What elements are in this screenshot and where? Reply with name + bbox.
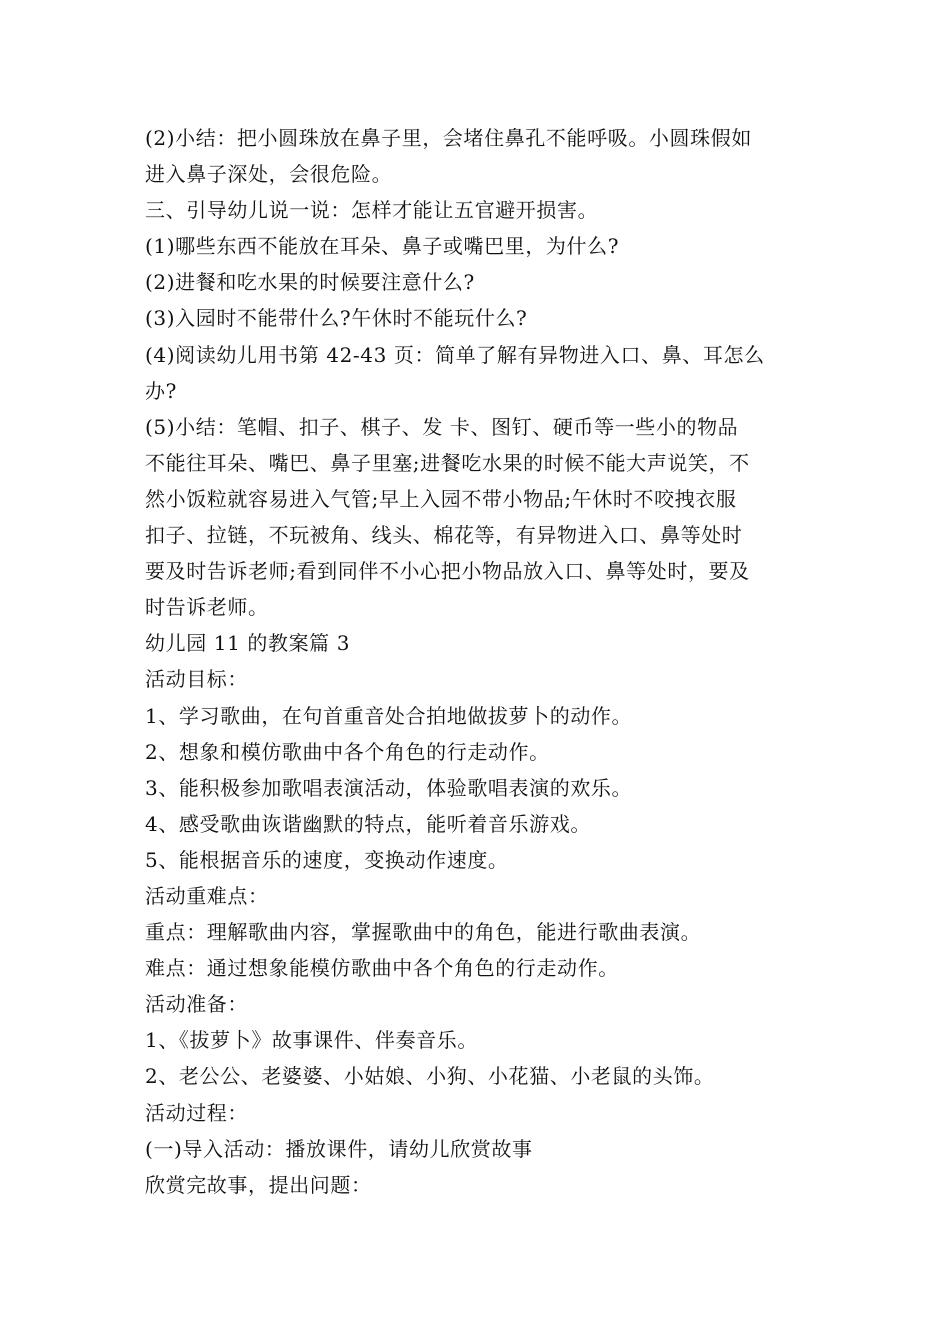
list-item: 1、学习歌曲，在句首重音处合拍地做拔萝卜的动作。 — [145, 703, 633, 728]
text-line: (3)入园时不能带什么?午休时不能玩什么? — [145, 306, 528, 331]
list-item: 5、能根据音乐的速度，变换动作速度。 — [145, 847, 509, 872]
section-heading: 三、引导幼儿说一说：怎样才能让五官避开损害。 — [145, 198, 599, 223]
text-line: (1)哪些东西不能放在耳朵、鼻子或嘴巴里，为什么? — [145, 234, 620, 259]
list-item: 2、想象和模仿歌曲中各个角色的行走动作。 — [145, 739, 550, 764]
subsection-heading: 活动重难点： — [145, 883, 269, 908]
text-line: 然小饭粒就容易进入气管;早上入园不带小物品;午休时不咬拽衣服 — [145, 486, 737, 511]
text-line: (5)小结：笔帽、扣子、棋子、发 卡、图钉、硬币等一些小的物品 — [145, 414, 739, 439]
text-line: 办? — [145, 378, 177, 403]
list-item: 2、老公公、老婆婆、小姑娘、小狗、小花猫、小老鼠的头饰。 — [145, 1064, 715, 1089]
text-line: 时告诉老师。 — [145, 595, 269, 620]
text-line: 欣赏完故事，提出问题： — [145, 1172, 372, 1197]
text-line: 难点：通过想象能模仿歌曲中各个角色的行走动作。 — [145, 956, 619, 981]
subsection-heading: 活动准备： — [145, 992, 248, 1017]
text-line: (4)阅读幼儿用书第 42-43 页：简单了解有异物进入口、鼻、耳怎么 — [145, 342, 765, 367]
text-line: 不能往耳朵、嘴巴、鼻子里塞;进餐吃水果的时候不能大声说笑，不 — [145, 450, 750, 475]
list-item: 3、能积极参加歌唱表演活动，体验歌唱表演的欢乐。 — [145, 775, 633, 800]
list-item: 4、感受歌曲诙谐幽默的特点，能听着音乐游戏。 — [145, 811, 591, 836]
subsection-heading: 活动过程： — [145, 1100, 248, 1125]
text-line: 扣子、拉链，不玩被角、线头、棉花等，有异物进入口、鼻等处时 — [145, 523, 743, 548]
text-line: (2)小结：把小圆珠放在鼻子里，会堵住鼻孔不能呼吸。小圆珠假如 — [145, 126, 752, 150]
text-line: (2)进餐和吃水果的时候要注意什么? — [145, 270, 475, 295]
document-body — [145, 120, 810, 1203]
section-heading: 幼儿园 11 的教案篇 3 — [145, 631, 351, 656]
text-line: 要及时告诉老师;看到同伴不小心把小物品放入口、鼻等处时，要及 — [145, 559, 750, 584]
text-line: 进入鼻子深处，会很危险。 — [145, 162, 393, 187]
subsection-heading: 活动目标： — [145, 667, 248, 692]
text-line: (一)导入活动：播放课件，请幼儿欣赏故事 — [145, 1136, 533, 1161]
list-item: 1、《拔萝卜》故事课件、伴奏音乐。 — [145, 1028, 478, 1053]
text-line: 重点：理解歌曲内容，掌握歌曲中的角色，能进行歌曲表演。 — [145, 920, 702, 945]
